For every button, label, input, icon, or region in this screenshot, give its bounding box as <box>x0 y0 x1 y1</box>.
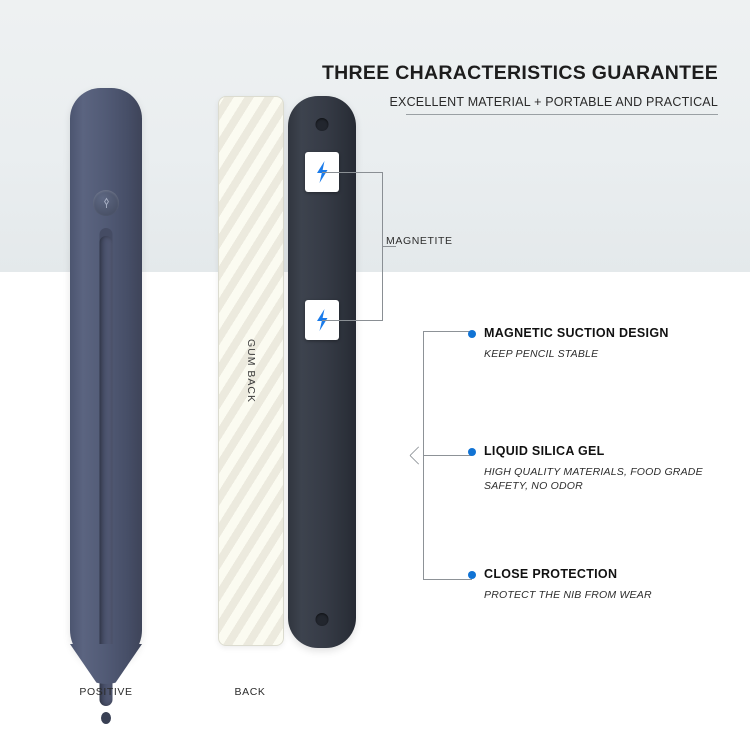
gum-back-label: GUM BACK <box>245 338 257 404</box>
page-subtitle: EXCELLENT MATERIAL + PORTABLE AND PRACTICAL <box>389 95 718 109</box>
feature-bracket <box>412 331 472 579</box>
product-adhesive-back <box>218 96 284 646</box>
feature-title: LIQUID SILICA GEL <box>484 444 605 458</box>
back-hole-bottom <box>316 613 329 626</box>
front-tip-hole <box>101 712 111 724</box>
product-back-view <box>288 96 356 648</box>
bullet-dot-icon <box>468 448 476 456</box>
product-front-view <box>70 88 142 666</box>
page-title: THREE CHARACTERISTICS GUARANTEE <box>321 62 718 84</box>
feature-description: PROTECT THE NIB FROM WEAR <box>484 589 652 601</box>
magnetite-leader-bottom <box>322 320 382 321</box>
magnetite-leader-top <box>322 172 382 173</box>
pencil-holder-icon <box>93 190 119 216</box>
back-hole-top <box>316 118 329 131</box>
feature-item <box>484 444 734 493</box>
bracket-pointer <box>409 446 427 464</box>
bracket-arm-middle <box>423 455 472 456</box>
feature-description: HIGH QUALITY MATERIALS, FOOD GRADE SAFETY, NO ODOR <box>484 466 703 493</box>
feature-item <box>484 326 734 361</box>
front-groove <box>100 236 113 706</box>
feature-title: MAGNETIC SUCTION DESIGN <box>484 326 669 340</box>
bracket-arm-bottom <box>423 579 472 580</box>
background-band-foot <box>0 712 750 750</box>
headline-divider <box>406 114 718 115</box>
bracket-arm-top <box>423 331 472 332</box>
caption-positive: POSITIVE <box>79 686 133 698</box>
bullet-dot-icon <box>468 330 476 338</box>
feature-item <box>484 567 734 602</box>
bullet-dot-icon <box>468 571 476 579</box>
feature-description: KEEP PENCIL STABLE <box>484 348 599 360</box>
magnetite-label: MAGNETITE <box>386 235 453 247</box>
feature-title: CLOSE PROTECTION <box>484 567 618 581</box>
caption-back: BACK <box>234 686 266 698</box>
